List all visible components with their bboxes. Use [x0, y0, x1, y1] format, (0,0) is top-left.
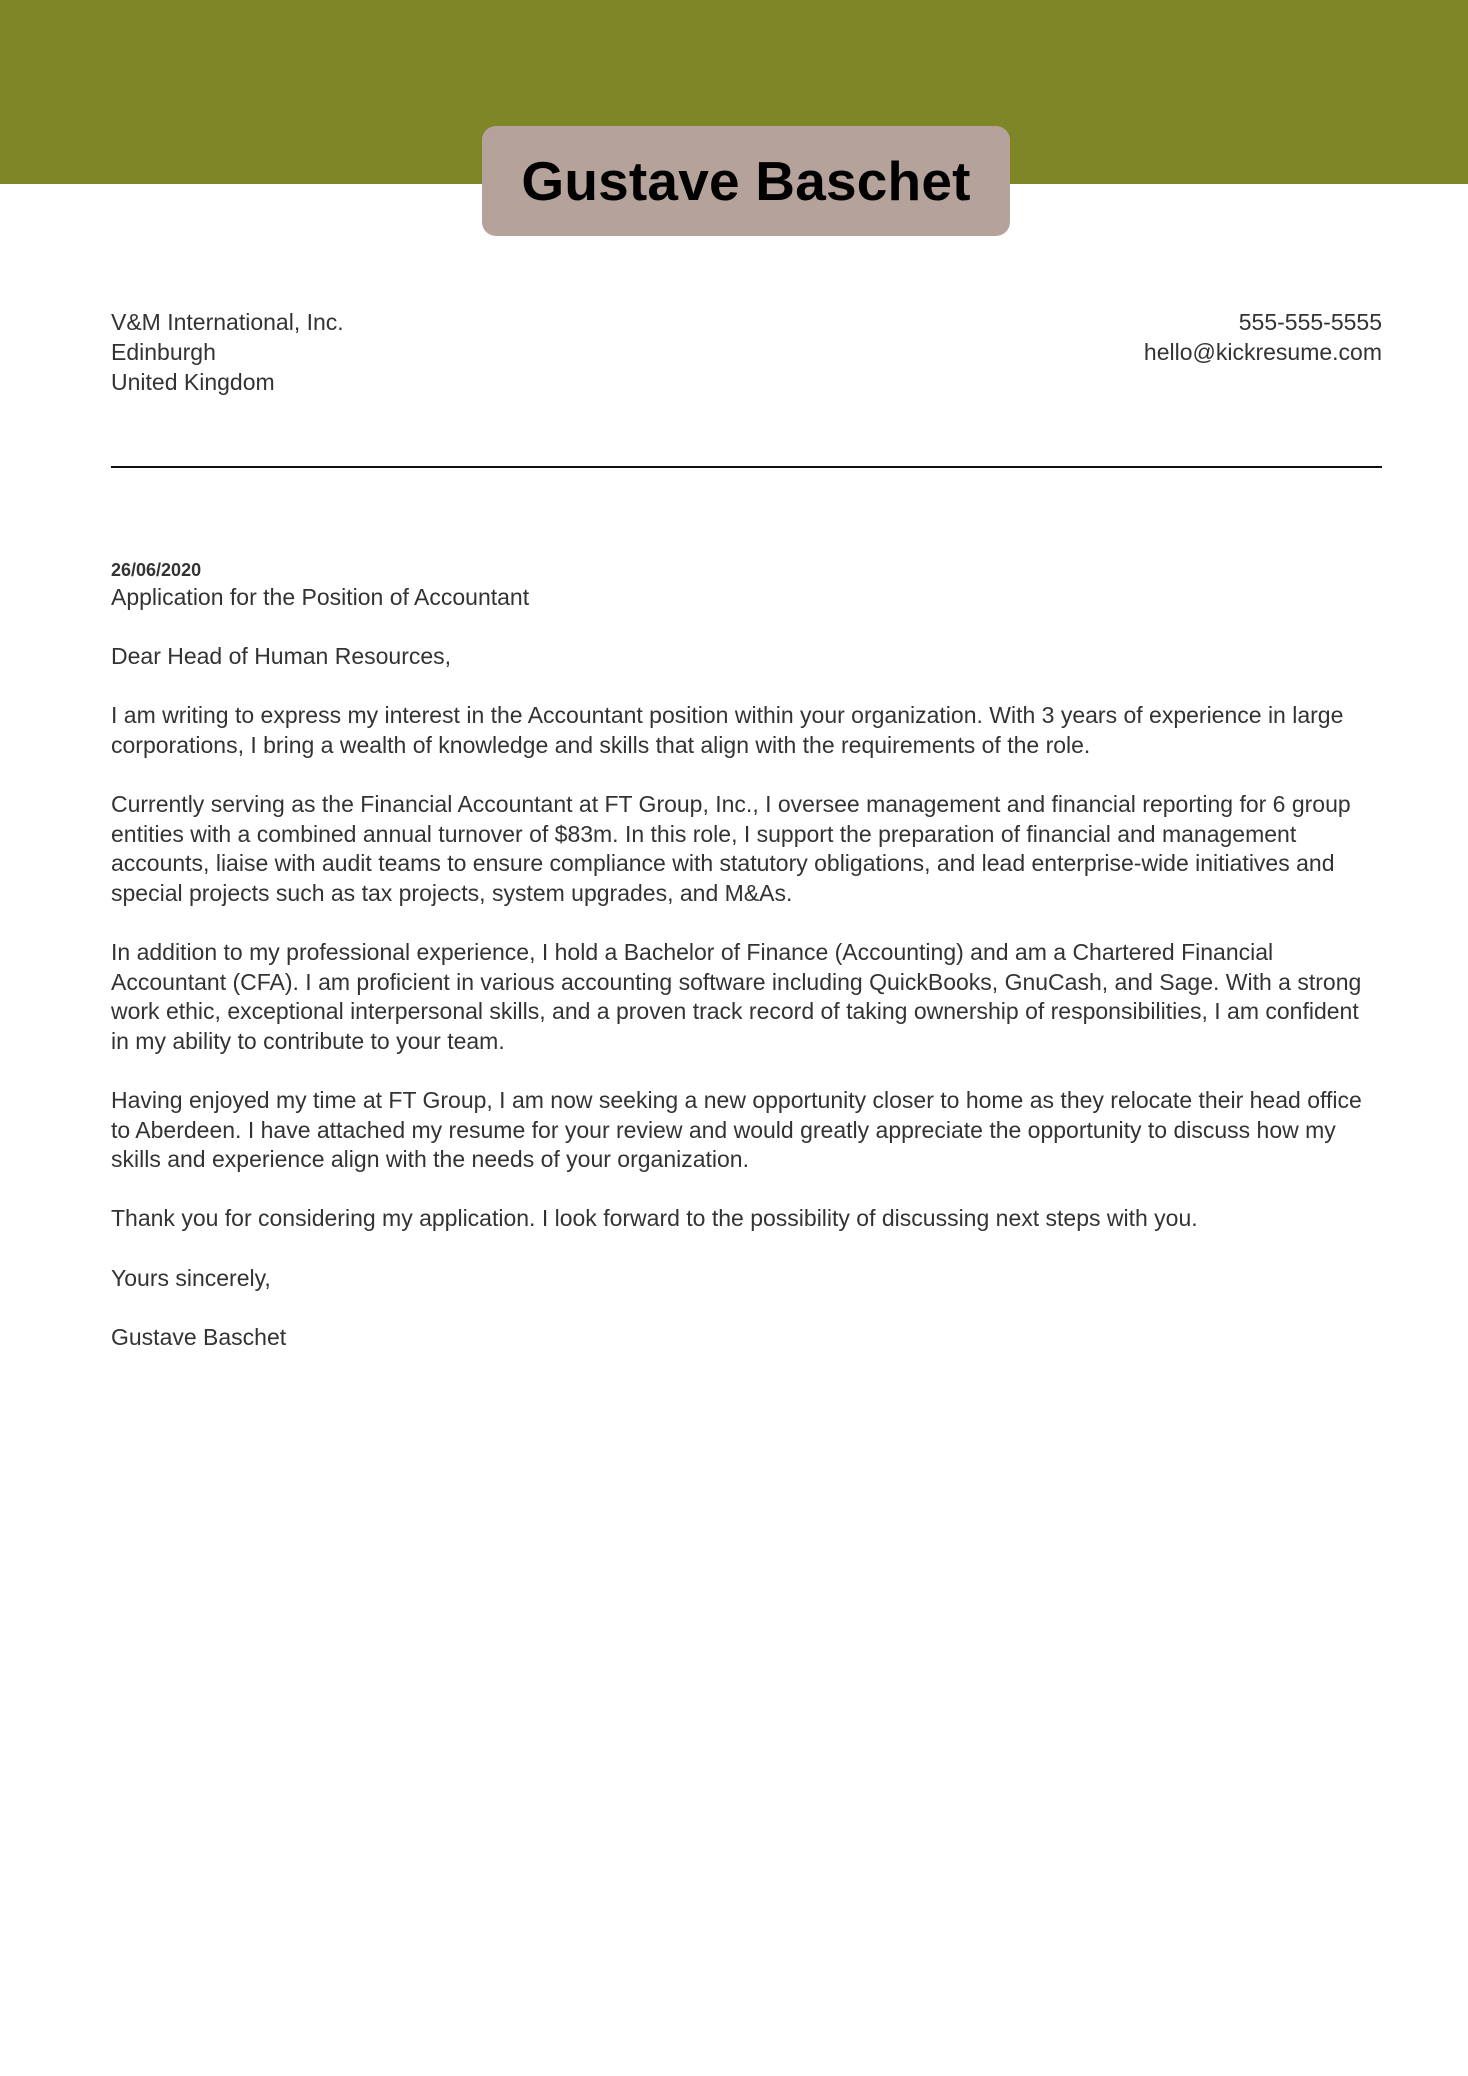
paragraph: Currently serving as the Financial Accountant at FT Group, Inc., I oversee management and financial reporting for 6 group entities with a combined annual turnover of $83m. In this role, I support the preparation of financial and management accounts, liaise with audit teams to ensure compliance with statutory obligations, and lead enterprise-wide initiatives and special projects such as tax projects, system upgrades, and M&As. [111, 791, 1351, 906]
letter-body [111, 557, 1382, 1382]
divider [111, 466, 1382, 468]
salutation: Dear Head of Human Resources, [111, 643, 452, 670]
recipient-country: United Kingdom [111, 369, 275, 395]
sender-contact [1144, 307, 1382, 367]
sender-phone: 555-555-5555 [1238, 309, 1382, 335]
paragraph: Thank you for considering my application. I look forward to the possibility of discussing next steps with you. [111, 1205, 1198, 1232]
recipient-address [111, 307, 344, 397]
paragraph: I am writing to express my interest in the Accountant position within your organization. With 3 years of experience in large corporations, I bring a wealth of knowledge and skills that align with the requirements of the role. [111, 702, 1344, 758]
applicant-name: Gustave Baschet [521, 150, 971, 212]
sender-email: hello@kickresume.com [1143, 339, 1382, 365]
name-plate [482, 126, 1010, 236]
recipient-company: V&M International, Inc. [111, 309, 344, 335]
paragraph: Having enjoyed my time at FT Group, I am now seeking a new opportunity closer to home as they relocate their head office to Aberdeen. I have attached my resume for your review and would greatly appreciate the opportunity to discuss how my skills and experience align with the needs of your organization. [111, 1087, 1362, 1173]
recipient-city: Edinburgh [111, 339, 216, 365]
letter-date: 26/06/2020 [111, 560, 202, 580]
signature: Gustave Baschet [111, 1323, 287, 1350]
paragraph: In addition to my professional experience, I hold a Bachelor of Finance (Accounting) and am a Chartered Financial Accountant (CFA). I am proficient in various accounting software including QuickBooks, GnuCash, and Sage. With a strong work ethic, exceptional interpersonal skills, and a proven track record of taking ownership of responsibilities, I am confident in my ability to contribute to your team. [111, 939, 1362, 1054]
letter-subject: Application for the Position of Accountant [111, 584, 530, 610]
closing: Yours sincerely, [111, 1264, 271, 1291]
